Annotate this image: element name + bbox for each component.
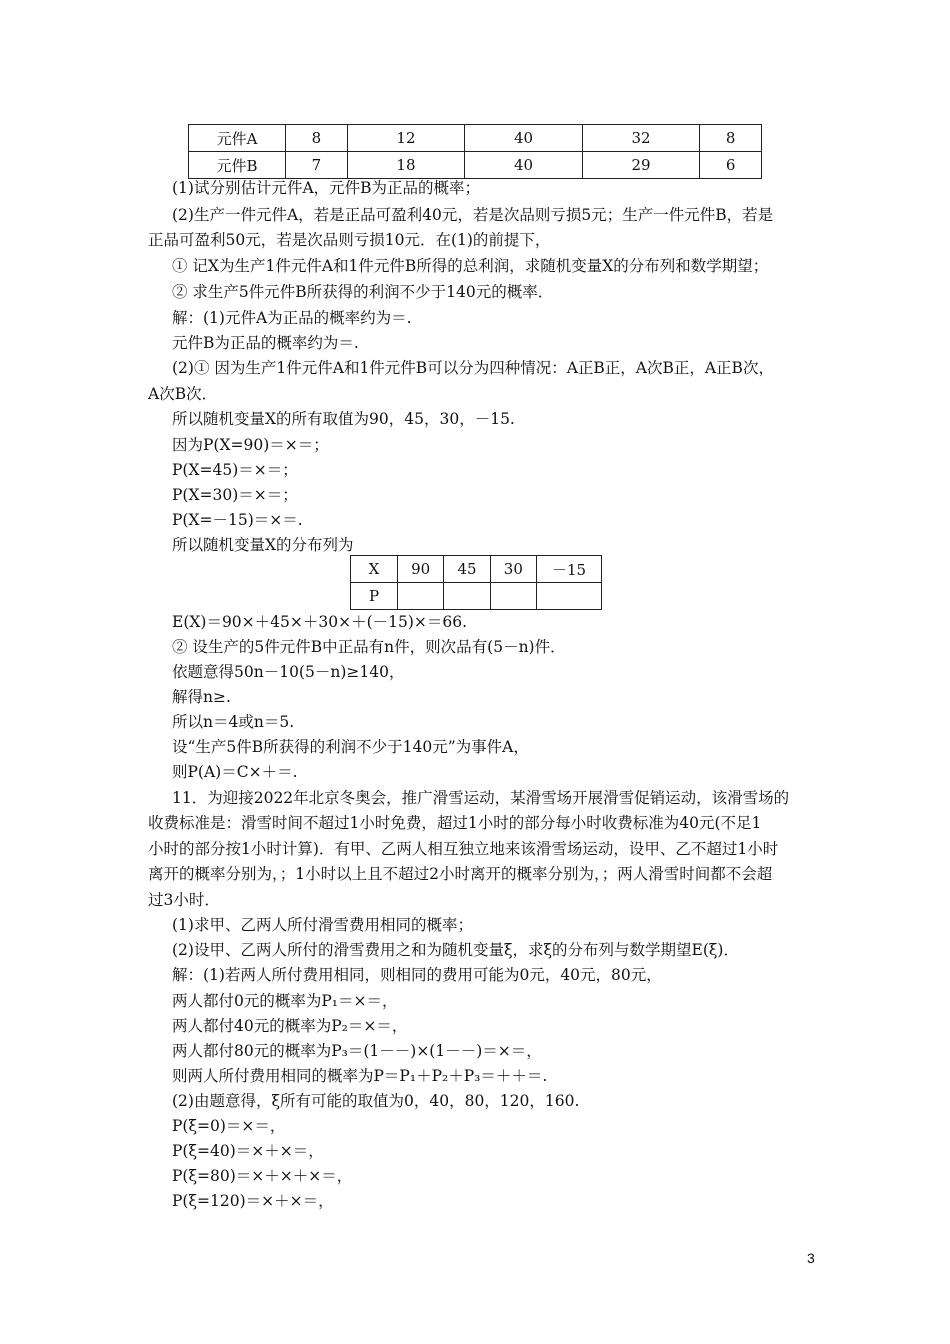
- text-line: P(ξ=120)＝×＋×＝，: [172, 1192, 334, 1210]
- table-cell: 29: [582, 152, 700, 179]
- text-line: 小时的部分按1小时计算)．有甲、乙两人相互独立地来该滑雪场运动，设甲、乙不超过1小时: [148, 840, 779, 858]
- text-line: (2)设甲、乙两人所付的滑雪费用之和为随机变量ξ，求ξ的分布列与数学期望E(ξ)．: [172, 941, 739, 959]
- text-line: 解：(1)元件A为正品的概率约为＝.: [172, 309, 412, 327]
- table-cell: 7: [286, 152, 348, 179]
- text-line: 两人都付40元的概率为P₂＝×＝，: [172, 1017, 408, 1035]
- table-cell: 32: [582, 125, 700, 152]
- text-line: ② 设生产的5件元件B中正品有n件，则次品有(5－n)件．: [172, 638, 566, 656]
- text-line: 正品可盈利50元，若是次品则亏损10元．在(1)的前提下，: [148, 231, 551, 249]
- table-cell: 8: [286, 125, 348, 152]
- text-line: ② 求生产5件元件B所获得的利润不少于140元的概率．: [172, 283, 554, 301]
- table-cell: 40: [465, 152, 583, 179]
- page-number: 3: [807, 1250, 815, 1266]
- text-line: (2)由题意得，ξ所有可能的取值为0，40，80，120，160.: [172, 1092, 580, 1110]
- text-line: (1)求甲、乙两人所付滑雪费用相同的概率；: [172, 916, 473, 934]
- text-line: P(X=45)＝×＝；: [172, 461, 298, 479]
- text-line: 所以随机变量X的分布列为: [172, 536, 354, 554]
- table-cell: 18: [347, 152, 465, 179]
- table-cell: 90: [398, 556, 444, 583]
- text-line: (2)生产一件元件A，若是正品可盈利40元，若是次品则亏损5元；生产一件元件B，若是: [172, 206, 774, 224]
- table-cell: [398, 583, 444, 610]
- text-line: 解：(1)若两人所付费用相同，则相同的费用可能为0元，40元，80元，: [172, 966, 662, 984]
- table-cell: [444, 583, 490, 610]
- table-cell: 40: [465, 125, 583, 152]
- text-line: 离开的概率分别为，；1小时以上且不超过2小时离开的概率分别为，；两人滑雪时间都不会超: [148, 865, 773, 883]
- table-cell: 元件B: [189, 152, 286, 179]
- text-line: 依题意得50n－10(5－n)≥140，: [172, 663, 405, 681]
- text-line: P(ξ=40)＝×＋×＝，: [172, 1142, 324, 1160]
- table-row: [189, 152, 762, 179]
- text-line: 所以n＝4或n＝5.: [172, 713, 295, 731]
- text-line: A次B次．: [148, 385, 218, 403]
- text-line: (2)① 因为生产1件元件A和1件元件B可以分为四种情况：A正B正，A次B正，A正B次，: [172, 359, 774, 377]
- text-line: P(X=－15)＝×＝.: [172, 511, 303, 529]
- table-cell: P: [351, 583, 398, 610]
- text-line: 收费标准是：滑雪时间不超过1小时免费，超过1小时的部分每小时收费标准为40元(不足1: [148, 814, 762, 832]
- text-line: 元件B为正品的概率约为＝.: [172, 334, 359, 352]
- table-cell: X: [351, 556, 398, 583]
- text-line: 则两人所付费用相同的概率为P＝P₁＋P₂＋P₃＝＋＋＝.: [172, 1067, 548, 1085]
- text-line: P(ξ=80)＝×＋×＋×＝，: [172, 1167, 353, 1185]
- table-cell: 12: [347, 125, 465, 152]
- table-cell: 30: [490, 556, 536, 583]
- table-row: [351, 556, 602, 583]
- table-cell: 45: [444, 556, 490, 583]
- text-line: P(ξ=0)＝×＝，: [172, 1117, 286, 1135]
- text-line: 解得n≥.: [172, 688, 231, 706]
- table-cell: 元件A: [189, 125, 286, 152]
- table-row: [189, 125, 762, 152]
- table-row: [351, 583, 602, 610]
- distribution-table: [350, 555, 602, 610]
- text-line: E(X)＝90×＋45×＋30×＋(－15)×＝66.: [172, 613, 468, 631]
- text-line: 因为P(X=90)＝×＝；: [172, 436, 329, 454]
- text-line: ① 记X为生产1件元件A和1件元件B所得的总利润，求随机变量X的分布列和数学期望；: [172, 257, 769, 275]
- table-cell: [537, 583, 602, 610]
- text-line: P(X=30)＝×＝；: [172, 486, 298, 504]
- text-line: 两人都付0元的概率为P₁＝×＝，: [172, 992, 398, 1010]
- table-cell: －15: [537, 556, 602, 583]
- table-cell: [490, 583, 536, 610]
- text-line: 设“生产5件B所获得的利润不少于140元”为事件A，: [172, 738, 529, 756]
- table-cell: 6: [700, 152, 762, 179]
- text-line: 过3小时．: [148, 891, 220, 909]
- text-line: 所以随机变量X的所有取值为90，45，30，－15.: [172, 410, 515, 428]
- text-line: 两人都付80元的概率为P₃＝(1－－)×(1－－)＝×＝，: [172, 1042, 542, 1060]
- table-cell: 8: [700, 125, 762, 152]
- text-line: 11．为迎接2022年北京冬奥会，推广滑雪运动，某滑雪场开展滑雪促销运动，该滑雪场的: [172, 789, 790, 807]
- component-count-table: [188, 124, 762, 179]
- text-line: 则P(A)＝C×＋＝.: [172, 763, 298, 781]
- text-line: (1)试分别估计元件A，元件B为正品的概率；: [172, 179, 481, 197]
